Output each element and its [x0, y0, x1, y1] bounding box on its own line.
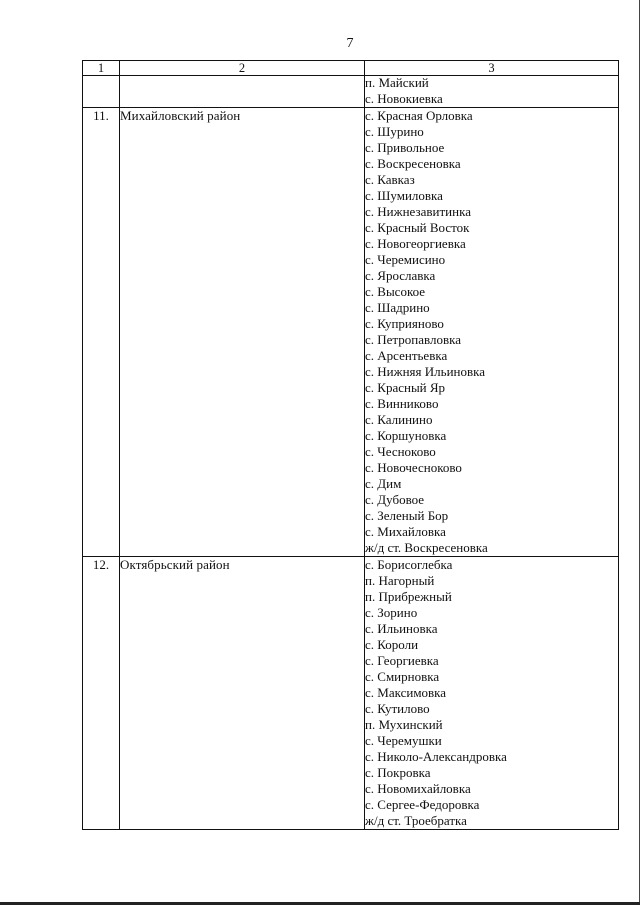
settlement-name: с. Красный Яр	[365, 380, 446, 395]
row-number: 12.	[83, 557, 120, 830]
settlement-name: с. Ильиновка	[365, 621, 438, 636]
table-header-row	[83, 61, 619, 76]
settlement-name: с. Шурино	[365, 124, 424, 139]
table-row	[83, 557, 619, 830]
settlement-name: с. Покровка	[365, 765, 431, 780]
settlement-name: с. Привольное	[365, 140, 445, 155]
settlement-name: ж/д ст. Воскресеновка	[365, 540, 488, 555]
settlements-cell	[365, 108, 619, 557]
settlement-name: с. Куприяново	[365, 316, 444, 331]
column-header-1: 1	[83, 61, 120, 76]
settlement-name: с. Шадрино	[365, 300, 430, 315]
settlements-cell	[365, 76, 619, 108]
table-row-continuation	[83, 76, 619, 108]
settlement-name: с. Николо-Александровка	[365, 749, 507, 764]
settlement-name: с. Нижнезавитинка	[365, 204, 471, 219]
settlement-name: с. Новочесноково	[365, 460, 462, 475]
page-number: 7	[346, 36, 354, 51]
settlement-name: п. Майский	[365, 75, 429, 90]
settlement-name: п. Нагорный	[365, 573, 435, 588]
settlement-name: с. Арсентьевка	[365, 348, 448, 363]
settlement-name: с. Дим	[365, 476, 402, 491]
row-number-cell	[83, 76, 120, 108]
settlement-name: с. Новомихайловка	[365, 781, 471, 796]
district-name: Октябрьский район	[120, 557, 365, 830]
settlement-name: с. Чесноково	[365, 444, 436, 459]
settlement-name: с. Коршуновка	[365, 428, 447, 443]
settlement-name: с. Новогеоргиевка	[365, 236, 466, 251]
settlement-name: п. Мухинский	[365, 717, 443, 732]
row-number: 11.	[83, 108, 120, 557]
settlement-name: с. Дубовое	[365, 492, 425, 507]
district-name: Михайловский район	[120, 108, 365, 557]
district-cell	[120, 76, 365, 108]
settlement-name: с. Воскресеновка	[365, 156, 461, 171]
settlement-name: с. Ярославка	[365, 268, 436, 283]
settlement-name: с. Кутилово	[365, 701, 430, 716]
table-row	[83, 108, 619, 557]
settlement-name: с. Черемисино	[365, 252, 446, 267]
settlement-name: с. Черемушки	[365, 733, 442, 748]
settlement-name: с. Красная Орловка	[365, 108, 473, 123]
settlements-cell	[365, 557, 619, 830]
settlement-name: с. Зорино	[365, 605, 418, 620]
settlement-name: ж/д ст. Троебратка	[365, 813, 467, 828]
settlement-name: п. Прибрежный	[365, 589, 452, 604]
settlement-name: с. Зеленый Бор	[365, 508, 449, 523]
settlement-name: с. Высокое	[365, 284, 426, 299]
settlement-name: с. Шумиловка	[365, 188, 443, 203]
settlements-table	[82, 60, 619, 830]
settlement-name: с. Нижняя Ильиновка	[365, 364, 486, 379]
settlement-name: с. Михайловка	[365, 524, 446, 539]
settlement-name: с. Новокиевка	[365, 91, 443, 106]
settlement-name: с. Сергее-Федоровка	[365, 797, 480, 812]
column-header-2: 2	[120, 61, 365, 76]
settlement-name: с. Максимовка	[365, 685, 447, 700]
settlement-name: с. Кавказ	[365, 172, 415, 187]
settlement-name: с. Красный Восток	[365, 220, 470, 235]
settlement-name: с. Винниково	[365, 396, 439, 411]
settlement-name: с. Георгиевка	[365, 653, 439, 668]
settlement-name: с. Смирновка	[365, 669, 440, 684]
settlement-name: с. Борисоглебка	[365, 557, 453, 572]
column-header-3: 3	[365, 61, 619, 76]
settlement-name: с. Петропавловка	[365, 332, 461, 347]
settlement-name: с. Калинино	[365, 412, 433, 427]
settlement-name: с. Короли	[365, 637, 419, 652]
